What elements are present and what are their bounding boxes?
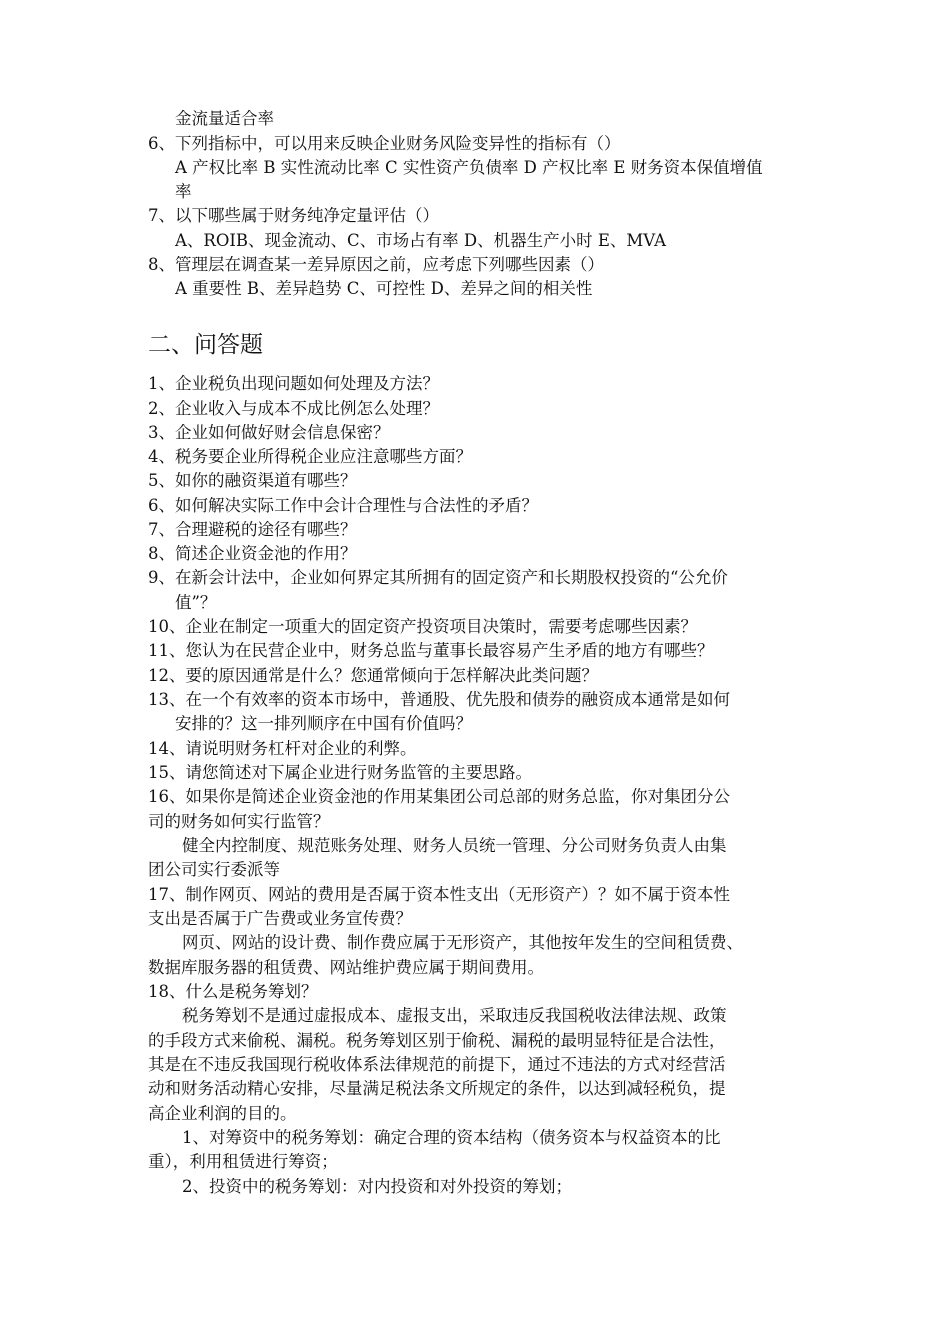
mc-item-6-options: A 产权比率 B 实性流动比率 C 实性资产负债率 D 产权比率 E 财务资本保值增值 <box>175 158 763 177</box>
qa-line: 值”？ <box>175 593 217 612</box>
mc-item-8-options: A 重要性 B、差异趋势 C、可控性 D、差异之间的相关性 <box>175 279 593 298</box>
qa-line: 9、在新会计法中，企业如何界定其所拥有的固定资产和长期股权投资的“公允价 <box>148 568 728 587</box>
qa-line: 16、如果你是简述企业资金池的作用某集团公司总部的财务总监，你对集团分公 <box>148 787 730 806</box>
mc-item-6-question: 6、下列指标中，可以用来反映企业财务风险变异性的指标有（） <box>148 134 621 153</box>
qa-answer-line: 的手段方式来偷税、漏税。税务筹划区别于偷税、漏税的最明显特征是合法性， <box>148 1031 726 1050</box>
mc-item-7-options: A、ROIB、现金流动、C、市场占有率 D、机器生产小时 E、MVA <box>175 231 667 250</box>
qa-line: 2、企业收入与成本不成比例怎么处理？ <box>148 399 439 418</box>
qa-answer-line: 其是在不违反我国现行税收体系法律规范的前提下，通过不违法的方式对经营活 <box>148 1055 726 1074</box>
qa-line: 11、您认为在民营企业中，财务总监与董事长最容易产生矛盾的地方有哪些？ <box>148 641 714 660</box>
qa-line: 12、要的原因通常是什么？您通常倾向于怎样解决此类问题？ <box>148 666 598 685</box>
qa-answer-line: 1、对筹资中的税务筹划：确定合理的资本结构（债务资本与权益资本的比 <box>182 1128 721 1147</box>
section-heading-qa: 二、问答题 <box>148 332 263 358</box>
qa-line: 13、在一个有效率的资本市场中，普通股、优先股和债券的融资成本通常是如何 <box>148 690 730 709</box>
qa-answer-line: 税务筹划不是通过虚报成本、虚报支出，采取违反我国税收法律法规、政策 <box>182 1006 727 1025</box>
qa-line: 1、企业税负出现问题如何处理及方法？ <box>148 374 439 393</box>
qa-line: 10、企业在制定一项重大的固定资产投资项目决策时，需要考虑哪些因素？ <box>148 617 697 636</box>
qa-line: 4、税务要企业所得税企业应注意哪些方面？ <box>148 447 472 466</box>
qa-line: 7、合理避税的途径有哪些？ <box>148 520 357 539</box>
mc-item-8-question: 8、管理层在调查某一差异原因之前，应考虑下列哪些因素（） <box>148 255 604 274</box>
qa-line: 安排的？这一排列顺序在中国有价值吗？ <box>175 714 472 733</box>
qa-line: 18、什么是税务筹划？ <box>148 982 318 1001</box>
qa-answer-line: 网页、网站的设计费、制作费应属于无形资产，其他按年发生的空间租赁费、 <box>182 933 743 952</box>
qa-line: 5、如你的融资渠道有哪些？ <box>148 471 357 490</box>
qa-answer-line: 高企业利润的目的。 <box>148 1104 297 1123</box>
qa-answer-line: 动和财务活动精心安排，尽量满足税法条文所规定的条件，以达到减轻税负，提 <box>148 1079 726 1098</box>
qa-line: 14、请说明财务杠杆对企业的利弊。 <box>148 739 417 758</box>
mc-item-6-options-continuation: 率 <box>175 182 192 201</box>
qa-answer-line: 2、投资中的税务筹划：对内投资和对外投资的筹划； <box>182 1177 572 1196</box>
mc-item-5-continuation: 金流量适合率 <box>175 109 274 128</box>
qa-line: 15、请您简述对下属企业进行财务监管的主要思路。 <box>148 763 532 782</box>
mc-item-7-question: 7、以下哪些属于财务纯净定量评估（） <box>148 206 439 225</box>
qa-line: 司的财务如何实行监管？ <box>148 812 330 831</box>
qa-line: 8、简述企业资金池的作用？ <box>148 544 357 563</box>
qa-line: 6、如何解决实际工作中会计合理性与合法性的矛盾？ <box>148 496 538 515</box>
qa-answer-line: 健全内控制度、规范账务处理、财务人员统一管理、分公司财务负责人由集 <box>182 836 727 855</box>
qa-answer-line: 团公司实行委派等 <box>148 860 280 879</box>
qa-answer-line: 数据库服务器的租赁费、网站维护费应属于期间费用。 <box>148 958 544 977</box>
qa-line: 3、企业如何做好财会信息保密？ <box>148 423 390 442</box>
qa-line: 支出是否属于广告费或业务宣传费？ <box>148 909 412 928</box>
qa-answer-line: 重），利用租赁进行筹资； <box>148 1152 338 1171</box>
qa-line: 17、制作网页、网站的费用是否属于资本性支出（无形资产）？如不属于资本性 <box>148 885 730 904</box>
